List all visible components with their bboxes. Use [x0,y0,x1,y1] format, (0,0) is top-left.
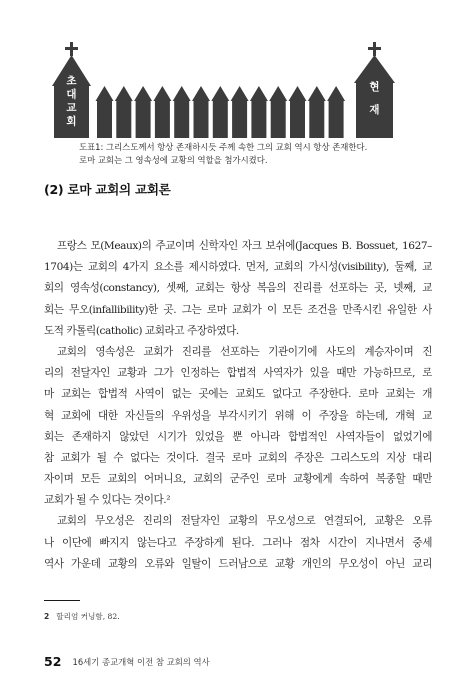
text-line: 교회의 영속성은 교회가 진리를 선포하는 기관이기에 사도의 계승자이며 진 [57,345,432,358]
church-label-char: 초 [66,75,77,87]
church-label-char: 대 [66,88,77,101]
house-body [155,100,170,138]
text-line: 나 이단에 빠지지 않는다고 주장하게 된다. 그러나 점차 시간이 지나면서 중세 [44,536,432,549]
body-text [44,236,432,575]
house-roof [115,86,133,101]
house-body [329,100,344,138]
caption-line: 로마 교회는 그 영속성에 교황의 역할을 첨가시켰다. [79,155,268,165]
right-church [354,42,395,138]
left-church [52,42,91,138]
house-body [97,100,112,138]
house-body [116,100,131,138]
text-line: 리의 전달자인 교황과 그가 인정하는 합법적 사역자가 있을 때만 가능하므로, 로 [44,367,432,380]
footnote-text: 할리엄 커닝함, 82. [56,612,120,621]
church-label-char: 교 [66,102,77,114]
house-roof [269,86,287,101]
house-roof [192,86,210,101]
caption-line: 도표1: 그리스도께서 항상 존재하시듯 주께 속한 그의 교회 역시 항상 존재한다. [79,142,368,152]
section-title: (2) 로마 교회의 교회론 [44,182,171,197]
footnote-number: 2 [44,612,50,621]
paragraph-3 [44,511,432,575]
church-label-char: 재 [369,104,380,116]
right-church-roof [354,55,395,83]
house-body [136,100,151,138]
house-roof [250,86,268,101]
text-line: 교회의 무오성은 진리의 전달자인 교황의 무오성으로 연결되어, 교황은 오류 [57,515,432,528]
house-roof [231,86,249,101]
text-line: 참 교회가 될 수 없다는 것이다. 결국 로마 교회의 주장은 그리스도의 지상 대리 [44,451,432,464]
text-line: 프랑스 모(Meaux)의 주교이며 신학자인 자크 보쉬에(Jacques B. Bossuet, 1627– [57,240,432,252]
text-line: 혁 교회에 대한 자신들의 우위성을 부각시키기 위해 이 주장을 하는데, 개혁 교 [44,409,432,422]
house-body [271,100,286,138]
page-footer [44,651,210,670]
house-roof [173,86,191,101]
text-line: 회는 존재하지 않았던 시기가 있었을 뿐 아니라 합법적인 사역자들이 없었기에 [44,430,432,443]
house-roof [308,86,326,101]
text-line: 회의 영속성(constancy), 셋째, 교회는 항상 복음의 진리를 선포하는 곳, 넷째, 교 [44,282,432,295]
left-church-cross-horizontal [65,47,78,50]
house-body [251,100,266,138]
house-row [96,86,346,138]
paragraph-1 [44,236,432,342]
house-body [174,100,189,138]
house-body [232,100,247,138]
church-label-char: 현 [369,81,380,93]
text-line: 자이며 모든 교회의 어머니요, 교회의 군주인 로마 교황에게 속하여 복종할 때만 [44,473,432,486]
house-body [290,100,305,138]
text-line: 마 교회는 합법적 사역이 없는 곳에는 교회도 없다고 주장한다. 로마 교회는 개 [44,388,432,401]
footnote-divider [44,600,80,601]
house-roof [211,86,229,101]
figure-caption [79,141,419,167]
left-church-label [65,75,77,128]
house-roof [289,86,307,101]
house-roof [153,86,171,101]
church-label-char: 회 [66,115,77,128]
house-roof [134,86,152,101]
text-line: 교회가 될 수 있다는 것이다.² [44,494,171,507]
footnote [44,611,120,622]
text-line: 1704)는 교회의 4가지 요소를 제시하였다. 먼저, 교회의 가시성(visibility), 둘째, 교 [44,261,432,274]
text-line: 회는 무오(infallibility)한 곳. 그는 로마 교회가 이 모든 조건을 만족시킨 유일한 사 [44,303,432,316]
house-body [309,100,324,138]
text-line: 역사 가운데 교황의 오류와 일탈이 드러남으로 교황 개인의 무오성이 아닌 교리 [44,557,432,570]
house-roof [96,86,114,101]
church-history-illustration [0,0,470,140]
text-line: 도적 카톨릭(catholic) 교회라고 주장하였다. [44,324,239,337]
house-body [213,100,228,138]
house-roof [327,86,345,101]
page-number: 52 [44,654,62,669]
running-title: 16세기 종교개혁 이전 참 교회의 역사 [72,657,210,667]
house-body [194,100,209,138]
paragraph-2 [44,342,432,512]
right-church-cross-horizontal [368,47,381,50]
